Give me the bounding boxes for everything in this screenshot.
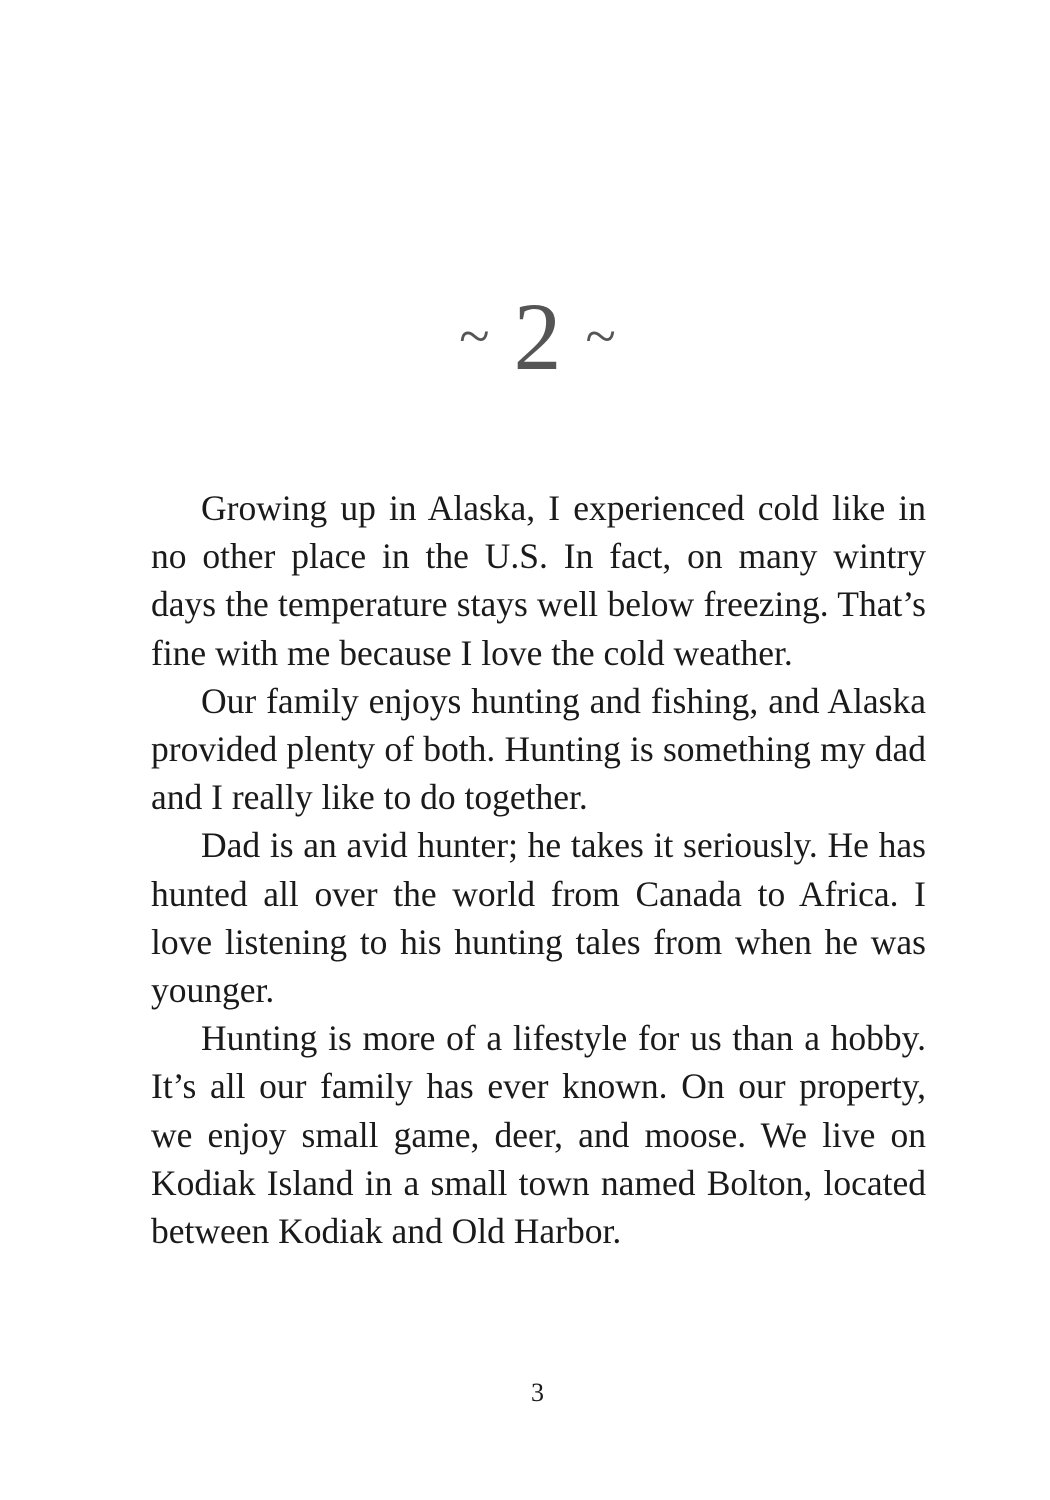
chapter-tilde-right: ~ xyxy=(585,306,616,368)
paragraph-1: Growing up in Alaska, I experienced cold like in no other place in the U.S. In fact, on many wintry days the temperature stays well below freezing. That’s fine with me because I love the cold weather. xyxy=(151,488,926,673)
paragraph-4: Hunting is more of a lifestyle for us than a hobby. It’s all our family has ever known. On our property, we enjoy small game, deer, and moose. We live on Kodiak Island in a small town named Bolton, located between Kodiak and Old Harbor. xyxy=(151,1018,926,1252)
chapter-number: 2 xyxy=(513,283,562,390)
page-number: 3 xyxy=(531,1378,544,1407)
paragraph-3: Dad is an avid hunter; he takes it seriously. He has hunted all over the world from Canada to Africa. I love listening to his hunting tales from when he was younger. xyxy=(151,825,926,1011)
paragraph-2: Our family enjoys hunting and fishing, and Alaska provided plenty of both. Hunting is something my dad and I really like to do together. xyxy=(151,680,926,818)
chapter-tilde-left: ~ xyxy=(459,306,490,368)
chapter-heading xyxy=(0,282,1050,392)
chapter-body xyxy=(151,484,926,1255)
